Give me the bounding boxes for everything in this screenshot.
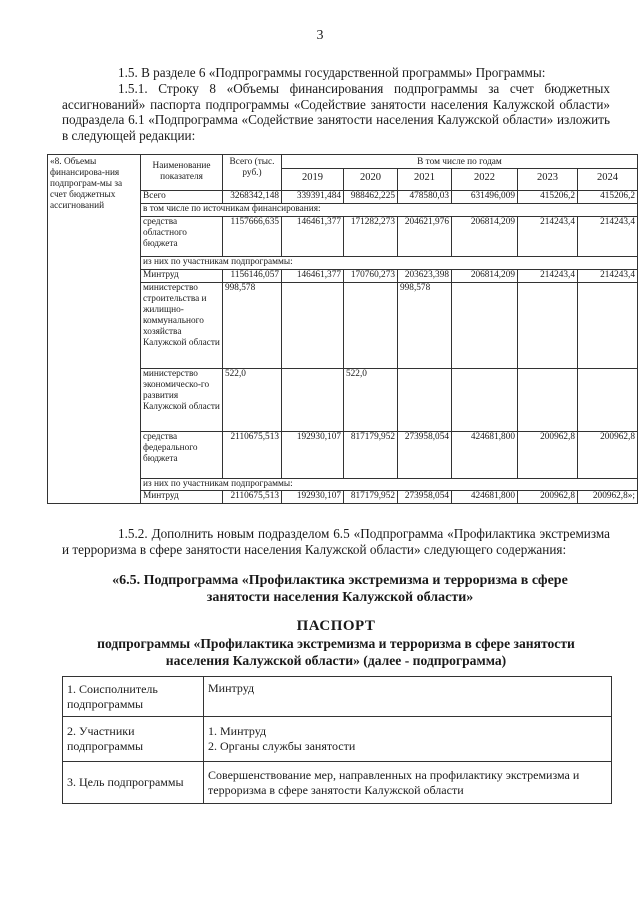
cell-total: 1157666,635 bbox=[223, 217, 282, 257]
passport-table bbox=[62, 676, 612, 804]
finance-table bbox=[47, 154, 638, 504]
year-2019: 2019 bbox=[282, 169, 344, 191]
row-label: министерство строительства и жилищно-коммунального хозяйства Калужской области bbox=[141, 283, 223, 369]
cell-value bbox=[578, 369, 638, 432]
table-row bbox=[63, 717, 612, 762]
intro-paragraph-1: 1.5. В разделе 6 «Подпрограммы государственной программы» Программы: bbox=[118, 65, 546, 80]
cell-value: 424681,800 bbox=[452, 432, 518, 479]
cell-value bbox=[344, 283, 398, 369]
year-2022: 2022 bbox=[452, 169, 518, 191]
cell-value: 631496,009 bbox=[452, 191, 518, 204]
page-number: 3 bbox=[316, 28, 324, 43]
passport-row-label: 1. Соисполнитель подпрограммы bbox=[63, 677, 204, 717]
cell-value bbox=[578, 283, 638, 369]
passport-row-value: Минтруд bbox=[204, 677, 612, 717]
cell-value: 192930,107 bbox=[282, 432, 344, 479]
cell-value: 415206,2 bbox=[518, 191, 578, 204]
cell-value bbox=[518, 369, 578, 432]
cell-total: 522,0 bbox=[223, 369, 282, 432]
row-label: средства областного бюджета bbox=[141, 217, 223, 257]
header-by-years: В том числе по годам bbox=[282, 155, 638, 169]
cell-total: 998,578 bbox=[223, 283, 282, 369]
cell-total: 2110675,513 bbox=[223, 432, 282, 479]
participant-2: 2. Органы службы занятости bbox=[208, 739, 356, 753]
passport-title: ПАСПОРТ bbox=[296, 618, 376, 634]
header-name: Наименование показателя bbox=[141, 155, 223, 191]
participant-1: 1. Минтруд bbox=[208, 724, 267, 739]
passport-row-label: 3. Цель подпрограммы bbox=[63, 762, 204, 804]
cell-value bbox=[282, 283, 344, 369]
header-total: Всего (тыс. руб.) bbox=[223, 155, 282, 191]
cell-total: 3268342,148 bbox=[223, 191, 282, 204]
cell-value bbox=[452, 369, 518, 432]
cell-value: 817179,952 bbox=[344, 432, 398, 479]
cell-value: 204621,976 bbox=[398, 217, 452, 257]
section-heading-6-5: «6.5. Подпрограмма «Профилактика экстремизма и терроризма в сфере занятости населения Калужской области» bbox=[112, 573, 568, 605]
cell-value: 988462,225 bbox=[344, 191, 398, 204]
cell-value: 214243,4 bbox=[578, 270, 638, 283]
finance-left-label: «8. Объемы финансирова-ния подпрограм-мы за счет бюджетных ассигнований bbox=[48, 155, 141, 504]
intro-paragraph-2: 1.5.1. Строку 8 «Объемы финансирования подпрограммы за счет бюджетных ассигнований» паспорта подпрограммы «Содействие занятости населения Калужской области» подраздела 6.1 «Подпрограмма «Содействие занятости населения Калужской области» изложить в следующей редакции: bbox=[62, 81, 610, 143]
table-row bbox=[63, 677, 612, 717]
cell-value: 478580,03 bbox=[398, 191, 452, 204]
cell-value: 339391,484 bbox=[282, 191, 344, 204]
cell-value: 817179,952 bbox=[344, 491, 398, 504]
table-row bbox=[63, 762, 612, 804]
cell-value: 206814,209 bbox=[452, 270, 518, 283]
cell-value: 214243,4 bbox=[518, 270, 578, 283]
passport-row-value: Совершенствование мер, направленных на профилактику экстремизма и терроризма в сфере занятости Калужской области bbox=[204, 762, 612, 804]
row-label: Всего bbox=[141, 191, 223, 204]
cell-value: 415206,2 bbox=[578, 191, 638, 204]
cell-value: 273958,054 bbox=[398, 432, 452, 479]
span-sources: в том числе по источникам финансирования: bbox=[141, 204, 638, 217]
cell-value: 200962,8 bbox=[518, 432, 578, 479]
cell-value: 200962,8 bbox=[578, 432, 638, 479]
cell-value: 192930,107 bbox=[282, 491, 344, 504]
paragraph-1-5-2: 1.5.2. Дополнить новым подразделом 6.5 «Подпрограмма «Профилактика экстремизма и терроризма в сфере занятости населения Калужской области» следующего содержания: bbox=[62, 526, 610, 557]
row-label: средства федерального бюджета bbox=[141, 432, 223, 479]
span-participants: из них по участникам подпрограммы: bbox=[141, 257, 638, 270]
passport-row-label: 2. Участники подпрограммы bbox=[63, 717, 204, 762]
span-participants: из них по участникам подпрограммы: bbox=[141, 479, 638, 491]
cell-value: 203623,398 bbox=[398, 270, 452, 283]
passport-subtitle: подпрограммы «Профилактика экстремизма и терроризма в сфере занятости населения Калужской области» (далее - подпрограмма) bbox=[97, 636, 575, 668]
cell-total: 2110675,513 bbox=[223, 491, 282, 504]
cell-value: 206814,209 bbox=[452, 217, 518, 257]
cell-value bbox=[452, 283, 518, 369]
year-2023: 2023 bbox=[518, 169, 578, 191]
cell-value bbox=[398, 369, 452, 432]
year-2020: 2020 bbox=[344, 169, 398, 191]
row-label: Минтруд bbox=[141, 491, 223, 504]
cell-value: 171282,273 bbox=[344, 217, 398, 257]
cell-value: 522,0 bbox=[344, 369, 398, 432]
cell-value: 146461,377 bbox=[282, 270, 344, 283]
cell-value: 200962,8 bbox=[518, 491, 578, 504]
cell-value: 214243,4 bbox=[578, 217, 638, 257]
cell-value: 273958,054 bbox=[398, 491, 452, 504]
row-label: Минтруд bbox=[141, 270, 223, 283]
row-label: министерство экономическо-го развития Калужской области bbox=[141, 369, 223, 432]
cell-value: 424681,800 bbox=[452, 491, 518, 504]
year-2024: 2024 bbox=[578, 169, 638, 191]
cell-value: 214243,4 bbox=[518, 217, 578, 257]
cell-value: 146461,377 bbox=[282, 217, 344, 257]
cell-value bbox=[282, 369, 344, 432]
cell-value bbox=[518, 283, 578, 369]
cell-value: 998,578 bbox=[398, 283, 452, 369]
cell-total: 1156146,057 bbox=[223, 270, 282, 283]
cell-value: 170760,273 bbox=[344, 270, 398, 283]
cell-value: 200962,8»; bbox=[578, 491, 638, 504]
passport-row-value bbox=[204, 717, 612, 762]
year-2021: 2021 bbox=[398, 169, 452, 191]
